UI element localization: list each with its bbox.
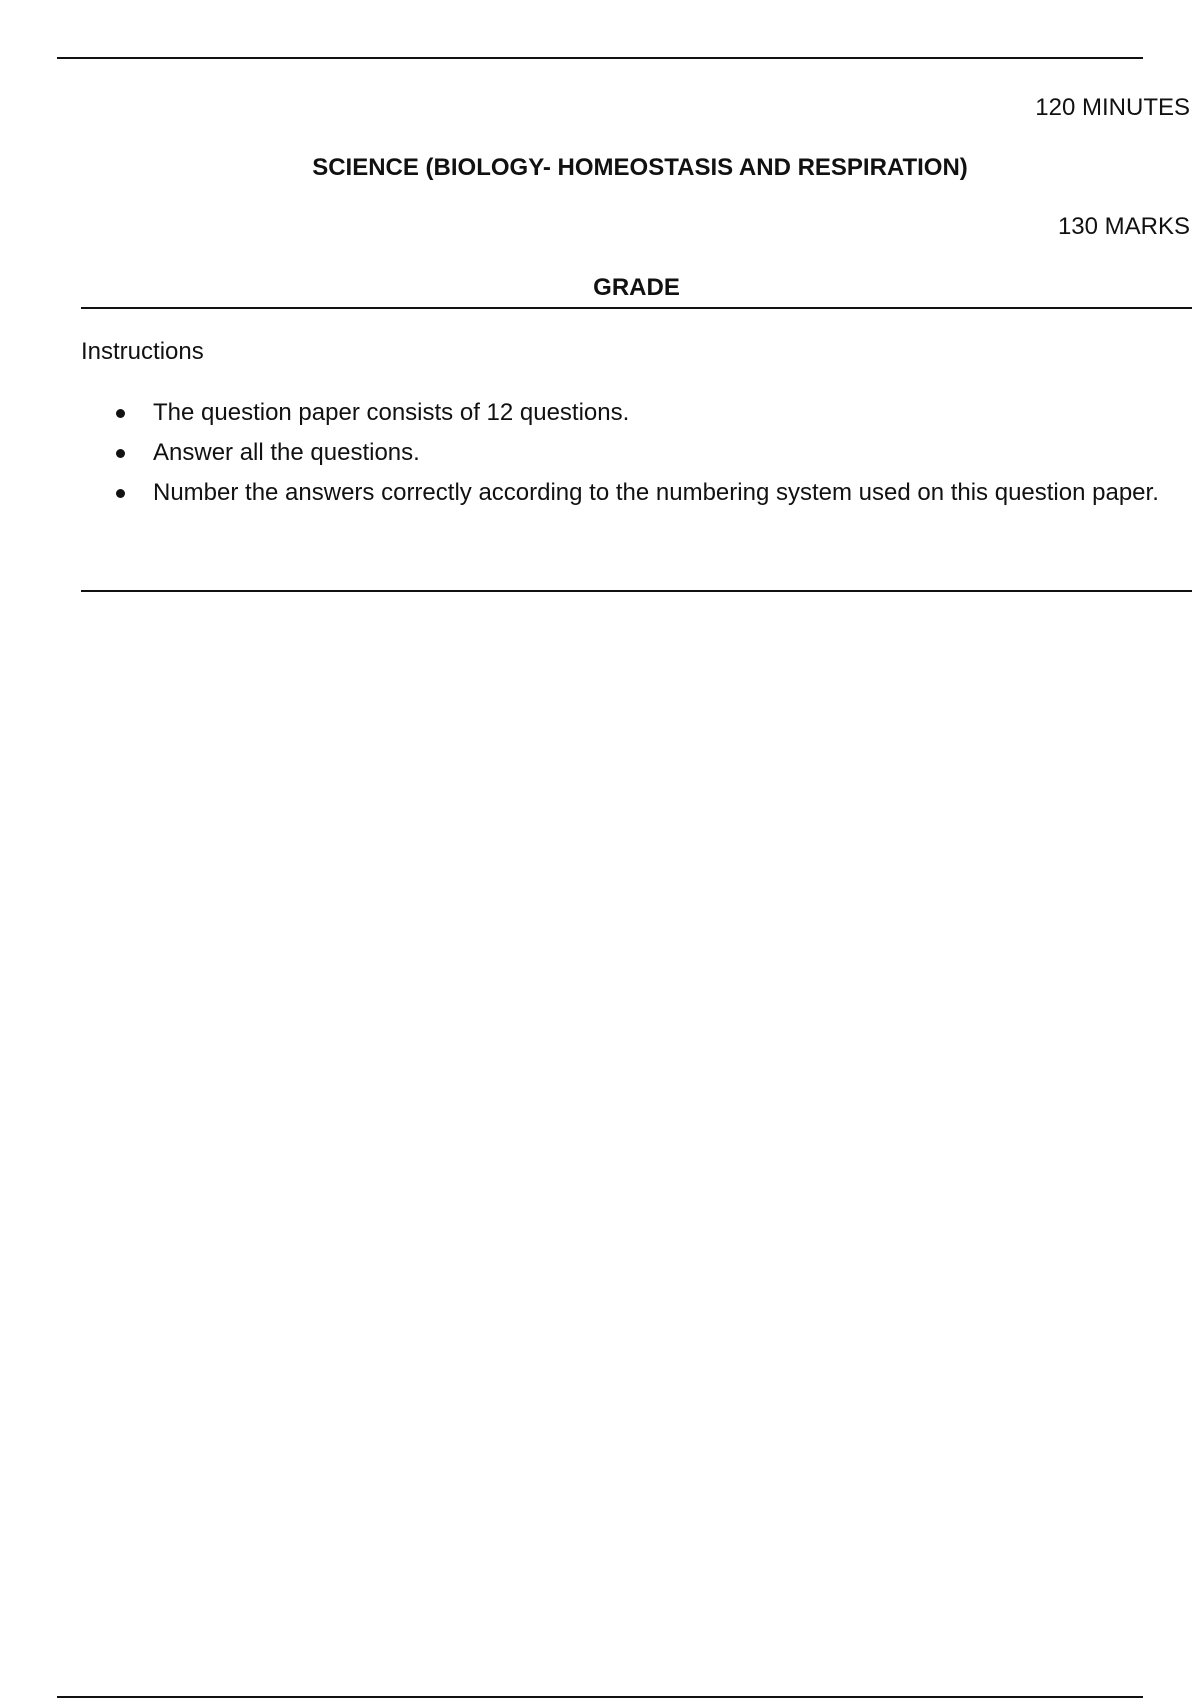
total-marks: 130 MARKS xyxy=(1057,213,1190,240)
page-bottom-divider xyxy=(57,1696,1143,1698)
grade-label: GRADE xyxy=(593,274,680,301)
instruction-item xyxy=(81,393,1192,433)
top-divider xyxy=(57,57,1143,59)
instruction-item xyxy=(81,433,1192,473)
instructions-list xyxy=(81,393,1192,513)
grade-divider xyxy=(81,307,1192,309)
instruction-text: Answer all the questions. xyxy=(153,439,420,466)
bullet-icon xyxy=(116,409,125,418)
bullet-icon xyxy=(116,489,125,498)
instruction-item xyxy=(81,473,1192,513)
bullet-icon xyxy=(116,449,125,458)
instruction-text: Number the answers correctly according to the numbering system used on this question paper. xyxy=(153,479,1159,506)
instructions-divider xyxy=(81,590,1192,592)
instruction-text: The question paper consists of 12 questions. xyxy=(153,399,630,426)
exam-duration: 120 MINUTES xyxy=(1035,94,1190,121)
subject-title: SCIENCE (BIOLOGY- HOMEOSTASIS AND RESPIRATION) xyxy=(312,154,968,181)
instructions-heading: Instructions xyxy=(81,338,204,365)
